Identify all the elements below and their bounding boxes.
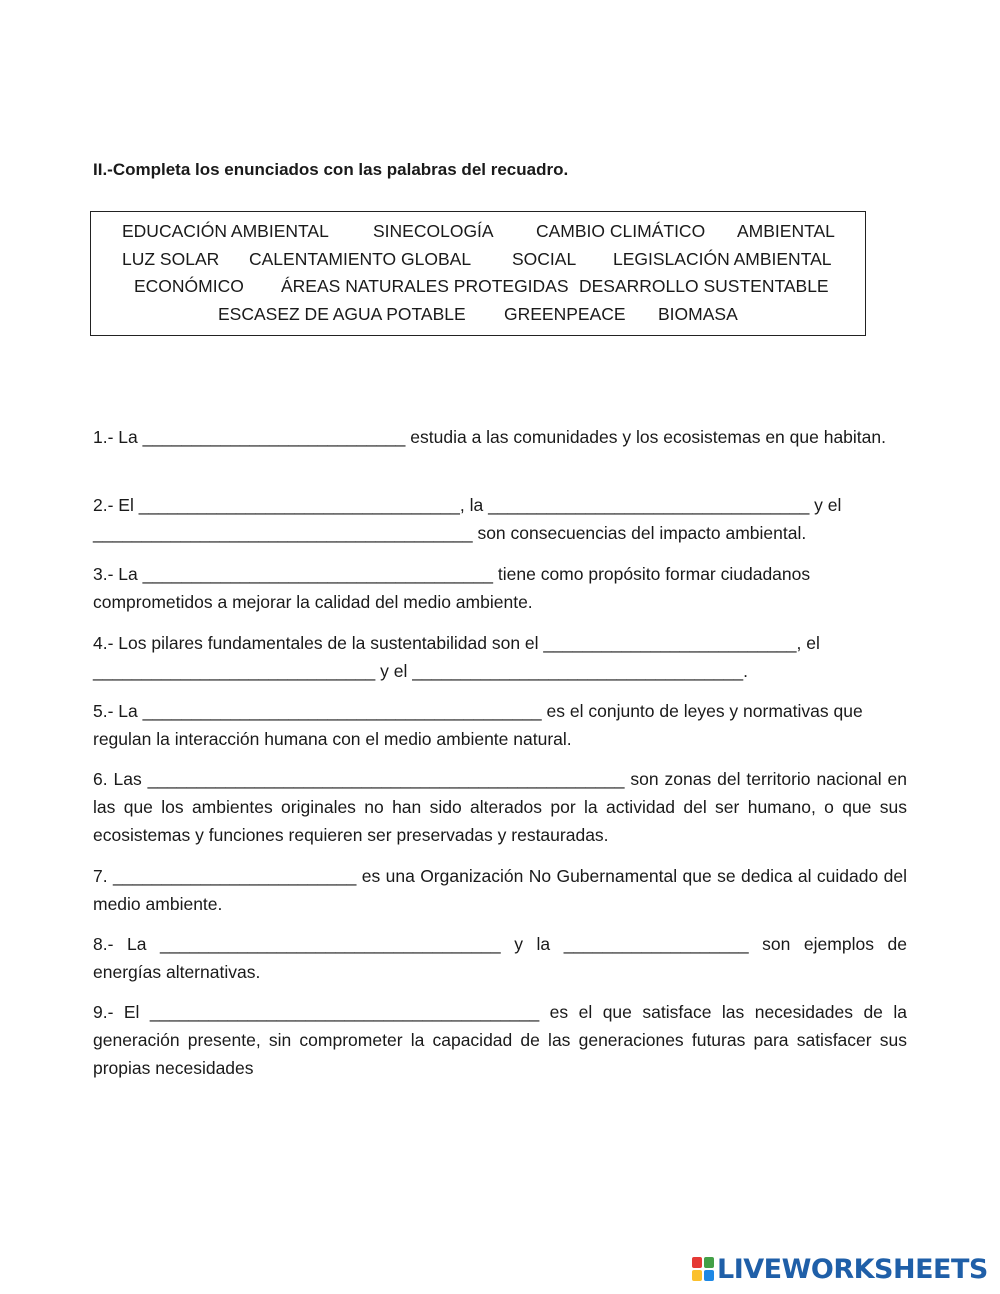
blank-input[interactable]: __________________________________ — [412, 661, 744, 681]
word-escasez-de-agua-potable: ESCASEZ DE AGUA POTABLE — [218, 304, 466, 324]
blank-input[interactable]: ________________________________________ — [149, 1002, 540, 1022]
question-text: 9.- El — [93, 1002, 150, 1022]
word-biomasa: BIOMASA — [658, 304, 738, 324]
word-cambio-climatico: CAMBIO CLIMÁTICO — [536, 221, 706, 241]
question-text: es el conjunto de leyes y normativas que regulan la interacción humana con el medio ambiente natural. — [93, 701, 863, 749]
word-educacion-ambiental: EDUCACIÓN AMBIENTAL — [122, 221, 329, 241]
liveworksheets-logo — [692, 1254, 988, 1284]
question-1 — [93, 423, 907, 451]
question-text: 2.- El — [93, 495, 139, 515]
blank-input[interactable]: ___________________________ — [142, 427, 406, 447]
question-9 — [93, 998, 907, 1082]
question-text: . — [743, 661, 749, 681]
liveworksheets-logo-icon — [692, 1257, 714, 1281]
blank-input[interactable]: _________________________________________ — [142, 701, 542, 721]
word-bank-row — [91, 249, 865, 273]
blank-input[interactable]: ___________________ — [563, 934, 749, 954]
word-bank-row — [91, 221, 865, 245]
blank-input[interactable]: _______________________________________ — [93, 523, 473, 543]
logo-text: LIVEWORKSHEETS — [717, 1253, 988, 1285]
question-2 — [93, 491, 907, 547]
blank-input[interactable]: _________________________ — [113, 866, 357, 886]
word-sinecologia: SINECOLOGÍA — [373, 221, 494, 241]
blank-input[interactable]: _________________________________________________ — [147, 769, 625, 789]
question-text: es una Organización No Gubernamental que se dedica al cuidado del medio ambiente. — [93, 866, 907, 914]
word-desarrollo-sustentable: DESARROLLO SUSTENTABLE — [579, 276, 829, 296]
question-text: son ejemplos de energías alternativas. — [93, 934, 907, 982]
word-areas-naturales-protegidas: ÁREAS NATURALES PROTEGIDAS — [281, 276, 569, 296]
question-text: tiene como propósito formar ciudadanos comprometidos a mejorar la calidad del medio ambiente. — [93, 564, 811, 612]
question-3 — [93, 560, 907, 616]
question-text: son zonas del territorio nacional en las que los ambientes originales no han sido alterados por la actividad del ser humano, o que sus ecosistemas y funciones requieren ser preservadas y restauradas. — [93, 769, 907, 845]
question-text: 7. — [93, 866, 113, 886]
question-text: y el — [375, 661, 413, 681]
question-text: son consecuencias del impacto ambiental. — [472, 523, 807, 543]
word-luz-solar: LUZ SOLAR — [122, 249, 220, 269]
question-4 — [93, 629, 907, 685]
question-text: 3.- La — [93, 564, 143, 584]
question-text: 6. Las — [93, 769, 148, 789]
blank-input[interactable]: __________________________ — [543, 633, 797, 653]
section-title: II.-Completa los enunciados con las palabras del recuadro. — [93, 160, 569, 179]
word-bank-row — [91, 276, 865, 300]
question-text: 8.- La — [93, 934, 160, 954]
question-text: , el — [796, 633, 820, 653]
word-bank — [90, 211, 866, 336]
question-text: es el que satisface las necesidades de la generación presente, sin comprometer la capacidad de las generaciones futuras para satisfacer sus propias necesidades — [93, 1002, 907, 1078]
blank-input[interactable]: _________________________________ — [138, 495, 460, 515]
logo-square — [692, 1270, 702, 1281]
question-text: y la — [500, 934, 564, 954]
question-text: , la — [459, 495, 489, 515]
word-economico: ECONÓMICO — [134, 276, 244, 296]
question-7 — [93, 862, 907, 918]
word-bank-row — [91, 304, 865, 328]
word-ambiental: AMBIENTAL — [737, 221, 835, 241]
word-greenpeace: GREENPEACE — [504, 304, 626, 324]
question-text: 4.- Los pilares fundamentales de la sustentabilidad son el — [93, 633, 544, 653]
question-text: estudia a las comunidades y los ecosistemas en que habitan. — [405, 427, 886, 447]
question-text: y el — [809, 495, 842, 515]
logo-square — [704, 1270, 714, 1281]
blank-input[interactable]: ____________________________________ — [142, 564, 494, 584]
question-5 — [93, 697, 907, 753]
question-8 — [93, 930, 907, 986]
word-social: SOCIAL — [512, 249, 577, 269]
question-6 — [93, 765, 907, 849]
blank-input[interactable]: _________________________________ — [488, 495, 810, 515]
blank-input[interactable]: ___________________________________ — [160, 934, 501, 954]
word-calentamiento-global: CALENTAMIENTO GLOBAL — [249, 249, 472, 269]
word-legislacion-ambiental: LEGISLACIÓN AMBIENTAL — [613, 249, 832, 269]
question-text: 5.- La — [93, 701, 143, 721]
logo-square — [692, 1257, 702, 1268]
question-text: 1.- La — [93, 427, 143, 447]
blank-input[interactable]: _____________________________ — [93, 661, 376, 681]
logo-square — [704, 1257, 714, 1268]
